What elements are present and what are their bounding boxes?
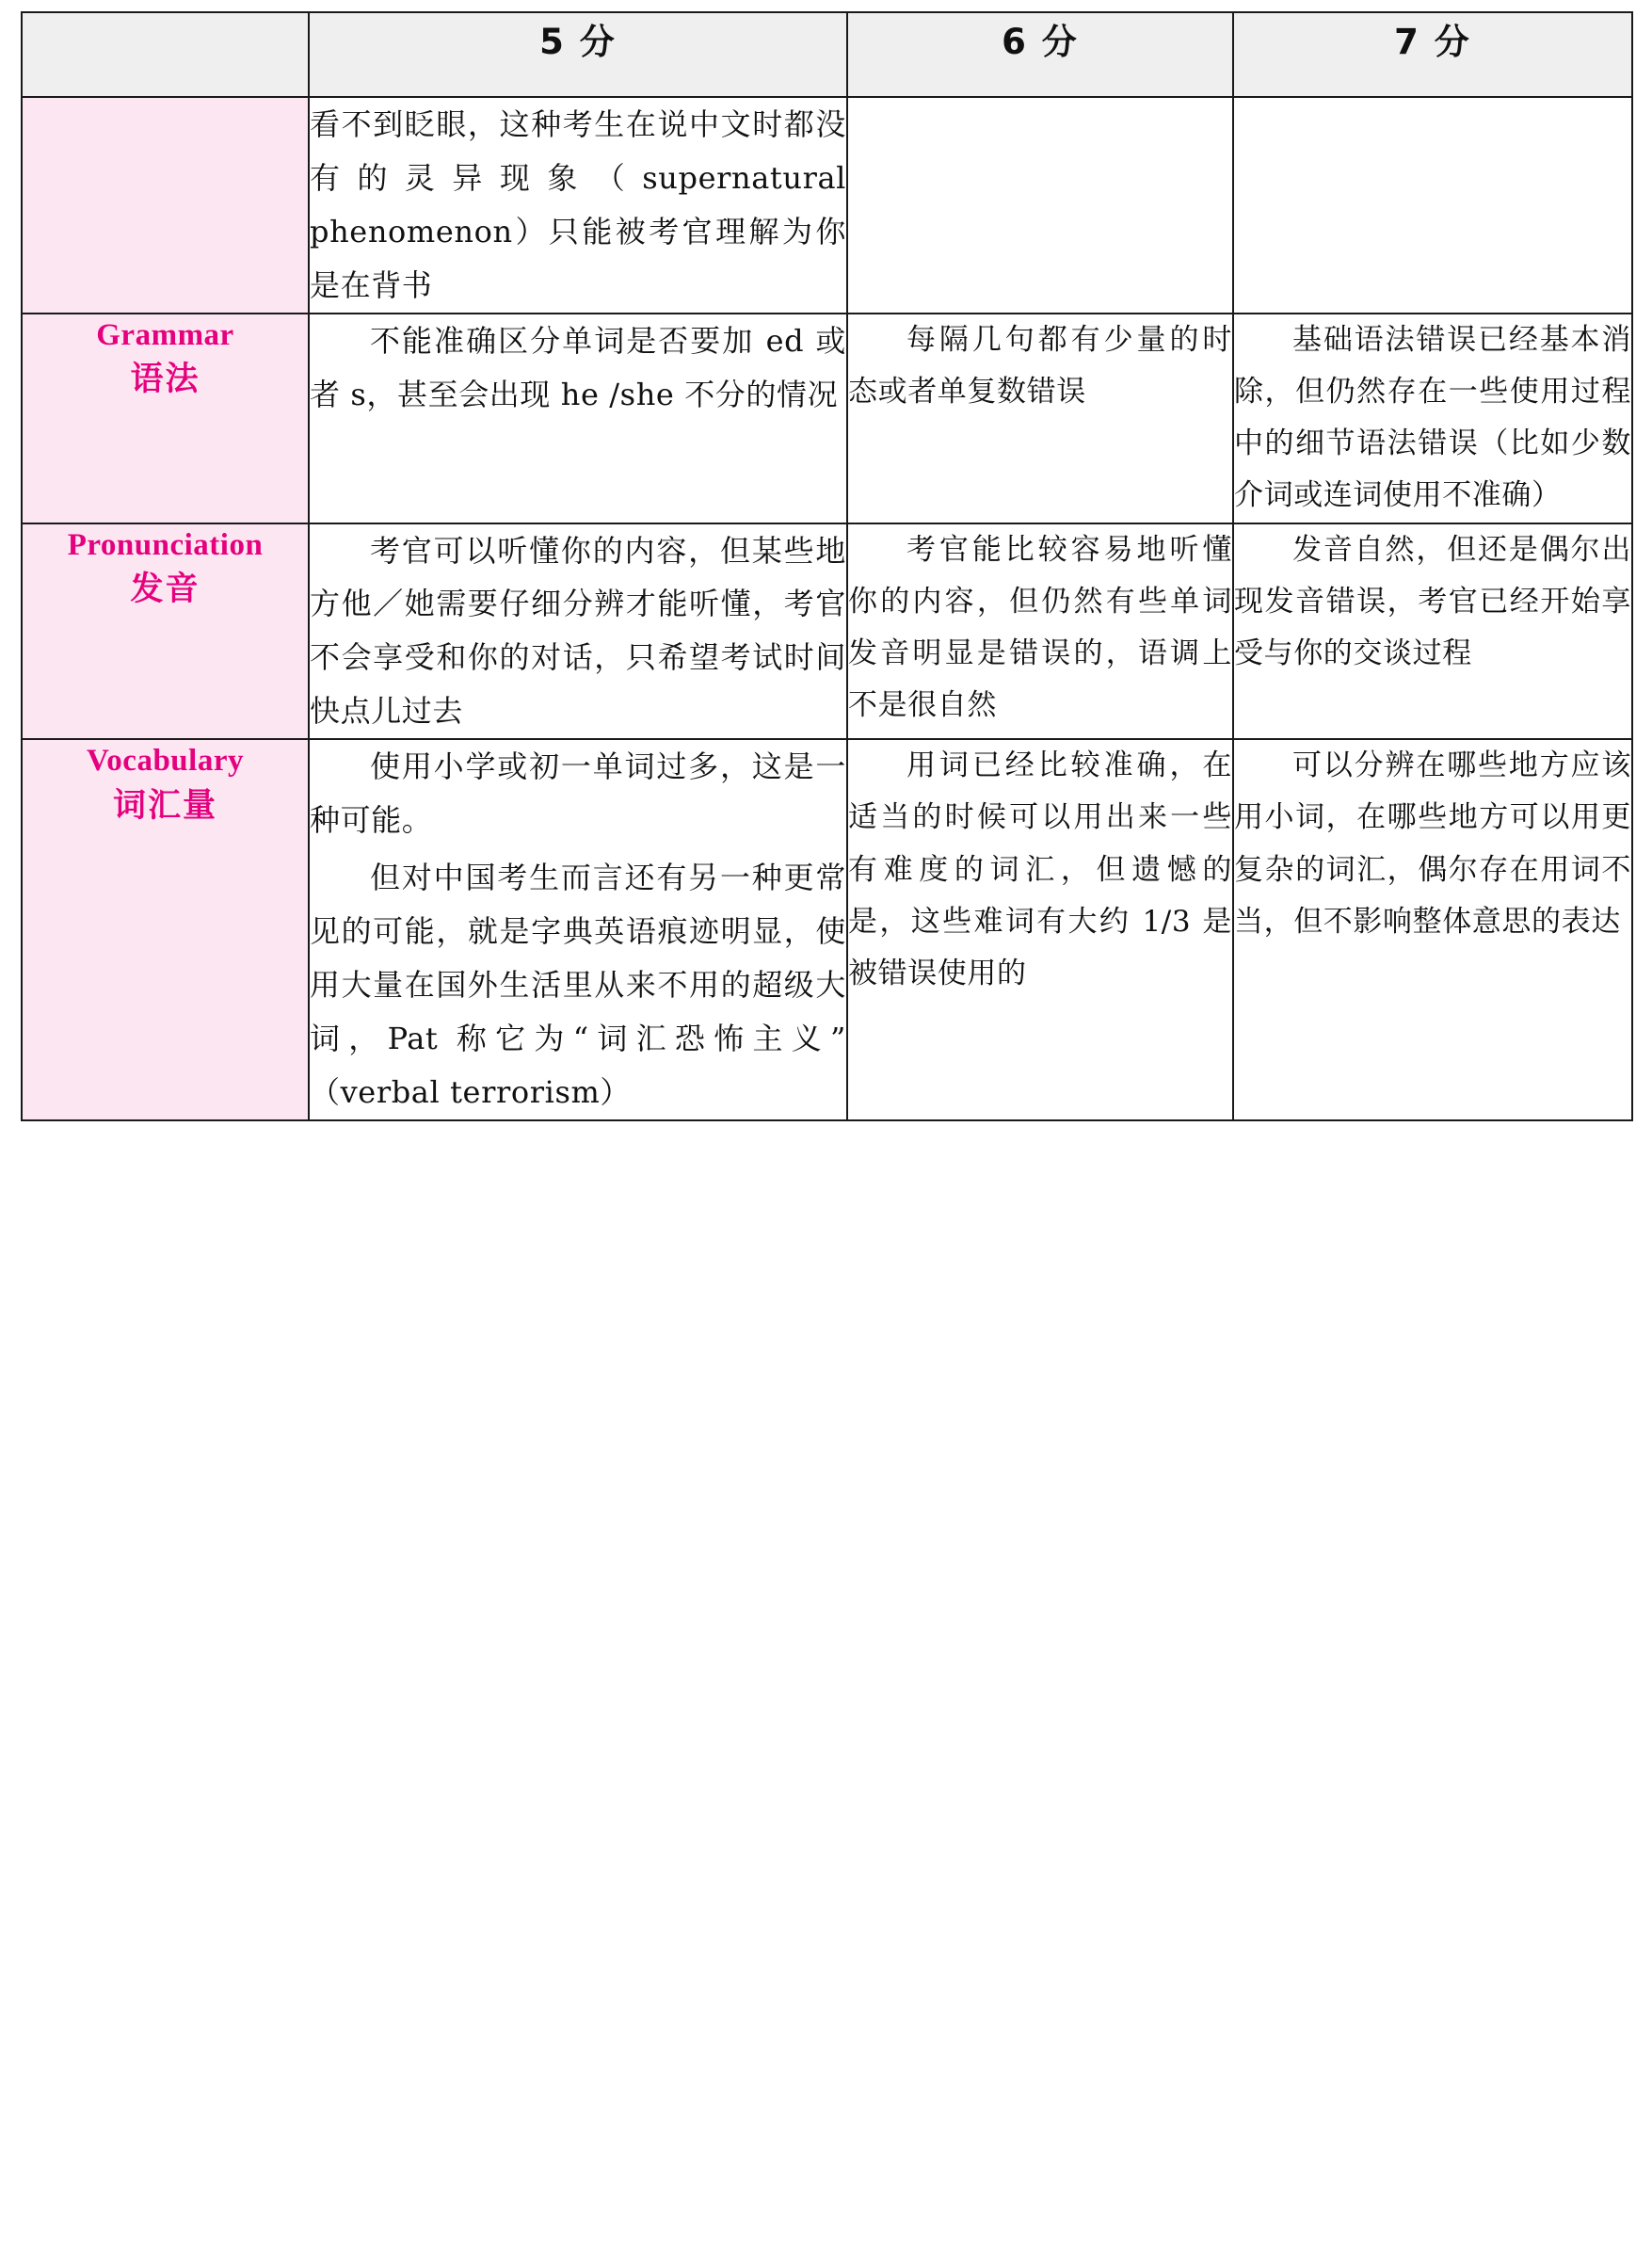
header-band-6: 6 分	[847, 12, 1233, 97]
cell-paragraph: 发音自然，但还是偶尔出现发音错误，考官已经开始享受与你的交谈过程	[1234, 532, 1631, 670]
cell-band7	[1233, 314, 1632, 523]
header-corner-cell	[22, 12, 309, 97]
ielts-speaking-rubric-table	[21, 11, 1633, 1121]
cell-paragraph: 但对中国考生而言还有另一种更常见的可能，就是字典英语痕迹明显，使用大量在国外生活里从来不用的超级大词，Pat 称它为“词汇恐怖主义”（verbal terrorism）	[310, 860, 846, 1111]
cell-band7	[1233, 523, 1632, 740]
cell-paragraph: 考官能比较容易地听懂你的内容，但仍然有些单词发音明显是错误的，语调上不是很自然	[848, 532, 1232, 723]
cell-paragraph: 用词已经比较准确，在适当的时候可以用出来一些有难度的词汇，但遗憾的是，这些难词有大约 1/3 是被错误使用的	[848, 748, 1232, 990]
criterion-label-zh: 发音	[130, 570, 200, 609]
cell-paragraph: 看不到眨眼，这种考生在说中文时都没有的灵异现象（supernatural phenomenon）只能被考官理解为你是在背书	[310, 106, 846, 303]
cell-band6	[847, 523, 1233, 740]
header-row	[22, 12, 1632, 97]
header-band-5: 5 分	[309, 12, 847, 97]
cell-band7	[1233, 97, 1632, 314]
cell-paragraph: 考官可以听懂你的内容，但某些地方他／她需要仔细分辨才能听懂，考官不会享受和你的对话，只希望考试时间快点儿过去	[310, 532, 846, 730]
cell-band5	[309, 523, 847, 740]
cell-band7	[1233, 739, 1632, 1120]
criterion-label-zh: 语法	[130, 360, 200, 399]
criterion-label-cell	[22, 97, 309, 314]
cell-band5	[309, 97, 847, 314]
table-row	[22, 739, 1632, 1120]
cell-band6	[847, 739, 1233, 1120]
criterion-label-en: Vocabulary	[87, 744, 244, 779]
cell-paragraph: 可以分辨在哪些地方应该用小词，在哪些地方可以用更复杂的词汇，偶尔存在用词不当，但不影响整体意思的表达	[1234, 748, 1631, 939]
cell-paragraph: 使用小学或初一单词过多，这是一种可能。	[310, 748, 846, 839]
table-row	[22, 523, 1632, 740]
criterion-label-cell	[22, 314, 309, 523]
criterion-label-en: Grammar	[96, 317, 234, 352]
cell-paragraph: 不能准确区分单词是否要加 ed 或者 s，甚至会出现 he /she 不分的情况	[310, 322, 846, 412]
cell-band5	[309, 314, 847, 523]
cell-paragraph: 每隔几句都有少量的时态或者单复数错误	[848, 322, 1232, 409]
criterion-label-cell	[22, 523, 309, 740]
table-row	[22, 314, 1632, 523]
cell-band6	[847, 97, 1233, 314]
cell-band6	[847, 314, 1233, 523]
cell-paragraph: 基础语法错误已经基本消除，但仍然存在一些使用过程中的细节语法错误（比如少数介词或连词使用不准确）	[1234, 322, 1631, 513]
criterion-label-cell	[22, 739, 309, 1120]
criterion-label-zh: 词汇量	[112, 785, 217, 825]
table-row	[22, 97, 1632, 314]
cell-band5	[309, 739, 847, 1120]
table-header	[22, 12, 1632, 97]
header-band-7: 7 分	[1233, 12, 1632, 97]
table-body	[22, 97, 1632, 1120]
criterion-label-en: Pronunciation	[67, 527, 264, 562]
